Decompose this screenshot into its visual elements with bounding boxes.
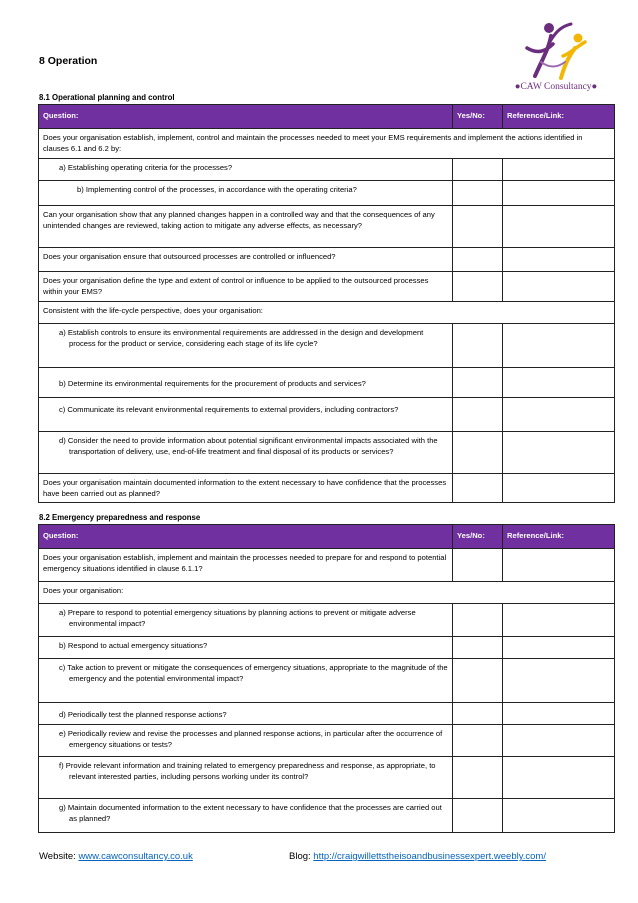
table-row [39,129,615,159]
table-row [39,248,615,272]
footer-blog [289,851,546,862]
reference-link-cell[interactable] [503,159,615,181]
question-cell: f) Provide relevant information and training related to emergency preparedness and response, as appropriate, to relevant interested parties, including persons working under its control? [39,757,453,799]
table-header-row [39,105,615,129]
table-row [39,206,615,248]
yesno-answer-cell[interactable] [453,272,503,302]
yesno-answer-cell[interactable] [453,248,503,272]
yesno-answer-cell[interactable] [453,725,503,757]
yesno-answer-cell[interactable] [453,159,503,181]
question-header: Question: [39,525,453,549]
question-cell: c) Take action to prevent or mitigate the consequences of emergency situations, appropriate to the magnitude of the emergency and the potential environmental impact? [39,659,453,703]
table-row [39,432,615,474]
question-cell: e) Periodically review and revise the processes and planned response actions, in particular after the occurrence of emergency situations or tests? [39,725,453,757]
question-cell: Consistent with the life-cycle perspective, does your organisation: [39,302,615,324]
table-row [39,159,615,181]
yesno-answer-cell[interactable] [453,474,503,503]
table-row [39,659,615,703]
reference-link-cell[interactable] [503,181,615,206]
section-title-8-1: 8.1 Operational planning and control [39,93,175,102]
footer-website [39,851,193,862]
yesno-header: Yes/No: [453,105,503,129]
reference-link-cell[interactable] [503,604,615,637]
table-row [39,302,615,324]
page-heading: 8 Operation [39,55,98,67]
yesno-answer-cell[interactable] [453,637,503,659]
reference-link-cell[interactable] [503,637,615,659]
table-header-row [39,525,615,549]
logo-text: ●CAW Consultancy● [514,82,598,92]
reference-link-cell[interactable] [503,703,615,725]
table-row [39,272,615,302]
reference-link-cell[interactable] [503,248,615,272]
caw-logo [505,18,607,98]
table-row [39,604,615,637]
reference-header: Reference/Link: [503,105,615,129]
yesno-answer-cell[interactable] [453,398,503,432]
question-cell: Does your organisation define the type and extent of control or influence to be applied to the outsourced processes within your EMS? [39,272,453,302]
website-link[interactable]: www.cawconsultancy.co.uk [78,851,193,862]
question-cell: b) Implementing control of the processes, in accordance with the operating criteria? [39,181,453,206]
question-cell: a) Establish controls to ensure its environmental requirements are addressed in the design and development process for the product or service, considering each stage of its life cycle? [39,324,453,368]
reference-link-cell[interactable] [503,725,615,757]
emergency-preparedness-table [38,524,615,833]
reference-link-cell[interactable] [503,368,615,398]
yesno-answer-cell[interactable] [453,181,503,206]
table-row [39,799,615,833]
operational-planning-table [38,104,615,503]
question-cell: b) Respond to actual emergency situations? [39,637,453,659]
yesno-answer-cell[interactable] [453,324,503,368]
yesno-header: Yes/No: [453,525,503,549]
yesno-answer-cell[interactable] [453,757,503,799]
reference-link-cell[interactable] [503,474,615,503]
yesno-answer-cell[interactable] [453,604,503,637]
yesno-answer-cell[interactable] [453,799,503,833]
reference-link-cell[interactable] [503,272,615,302]
yesno-answer-cell[interactable] [453,549,503,582]
yesno-answer-cell[interactable] [453,659,503,703]
blog-link[interactable]: http://craigwillettstheisoandbusinessexpert.weebly.com/ [313,851,546,862]
question-cell: Does your organisation establish, implement, control and maintain the processes needed to meet your EMS requirements and implement the actions identified in clauses 6.1 and 6.2 by: [39,129,615,159]
question-cell: g) Maintain documented information to the extent necessary to have confidence that the processes are carried out as planned? [39,799,453,833]
reference-link-cell[interactable] [503,799,615,833]
yesno-answer-cell[interactable] [453,206,503,248]
reference-link-cell[interactable] [503,398,615,432]
table-row [39,582,615,604]
question-cell: d) Periodically test the planned response actions? [39,703,453,725]
table-row [39,725,615,757]
reference-link-cell[interactable] [503,432,615,474]
reference-header: Reference/Link: [503,525,615,549]
question-cell: b) Determine its environmental requirements for the procurement of products and services? [39,368,453,398]
question-cell: Does your organisation: [39,582,615,604]
logo-figures-icon [505,18,607,84]
table-row [39,474,615,503]
yesno-answer-cell[interactable] [453,432,503,474]
question-cell: a) Establishing operating criteria for the processes? [39,159,453,181]
website-label: Website: [39,851,79,862]
section-title-8-2: 8.2 Emergency preparedness and response [39,513,201,522]
table-row [39,637,615,659]
question-cell: c) Communicate its relevant environmental requirements to external providers, including contractors? [39,398,453,432]
table-row [39,324,615,368]
reference-link-cell[interactable] [503,659,615,703]
table-row [39,703,615,725]
question-header: Question: [39,105,453,129]
table-row [39,368,615,398]
question-cell: Does your organisation ensure that outsourced processes are controlled or influenced? [39,248,453,272]
question-cell: Can your organisation show that any planned changes happen in a controlled way and that the consequences of any unintended changes are reviewed, taking action to mitigate any adverse effects, as necessary? [39,206,453,248]
table-row [39,757,615,799]
question-cell: d) Consider the need to provide information about potential significant environmental impacts associated with the transportation of delivery, use, end-of-life treatment and final disposal of its products or services? [39,432,453,474]
question-cell: a) Prepare to respond to potential emergency situations by planning actions to prevent or mitigate adverse environmental impact? [39,604,453,637]
yesno-answer-cell[interactable] [453,368,503,398]
reference-link-cell[interactable] [503,549,615,582]
table-row [39,549,615,582]
question-cell: Does your organisation establish, implement and maintain the processes needed to prepare for and respond to potential emergency situations identified in clause 6.1.1? [39,549,453,582]
table-row [39,398,615,432]
question-cell: Does your organisation maintain documented information to the extent necessary to have confidence that the processes have been carried out as planned? [39,474,453,503]
yesno-answer-cell[interactable] [453,703,503,725]
reference-link-cell[interactable] [503,206,615,248]
reference-link-cell[interactable] [503,324,615,368]
reference-link-cell[interactable] [503,757,615,799]
table-row [39,181,615,206]
blog-label: Blog: [289,851,314,862]
